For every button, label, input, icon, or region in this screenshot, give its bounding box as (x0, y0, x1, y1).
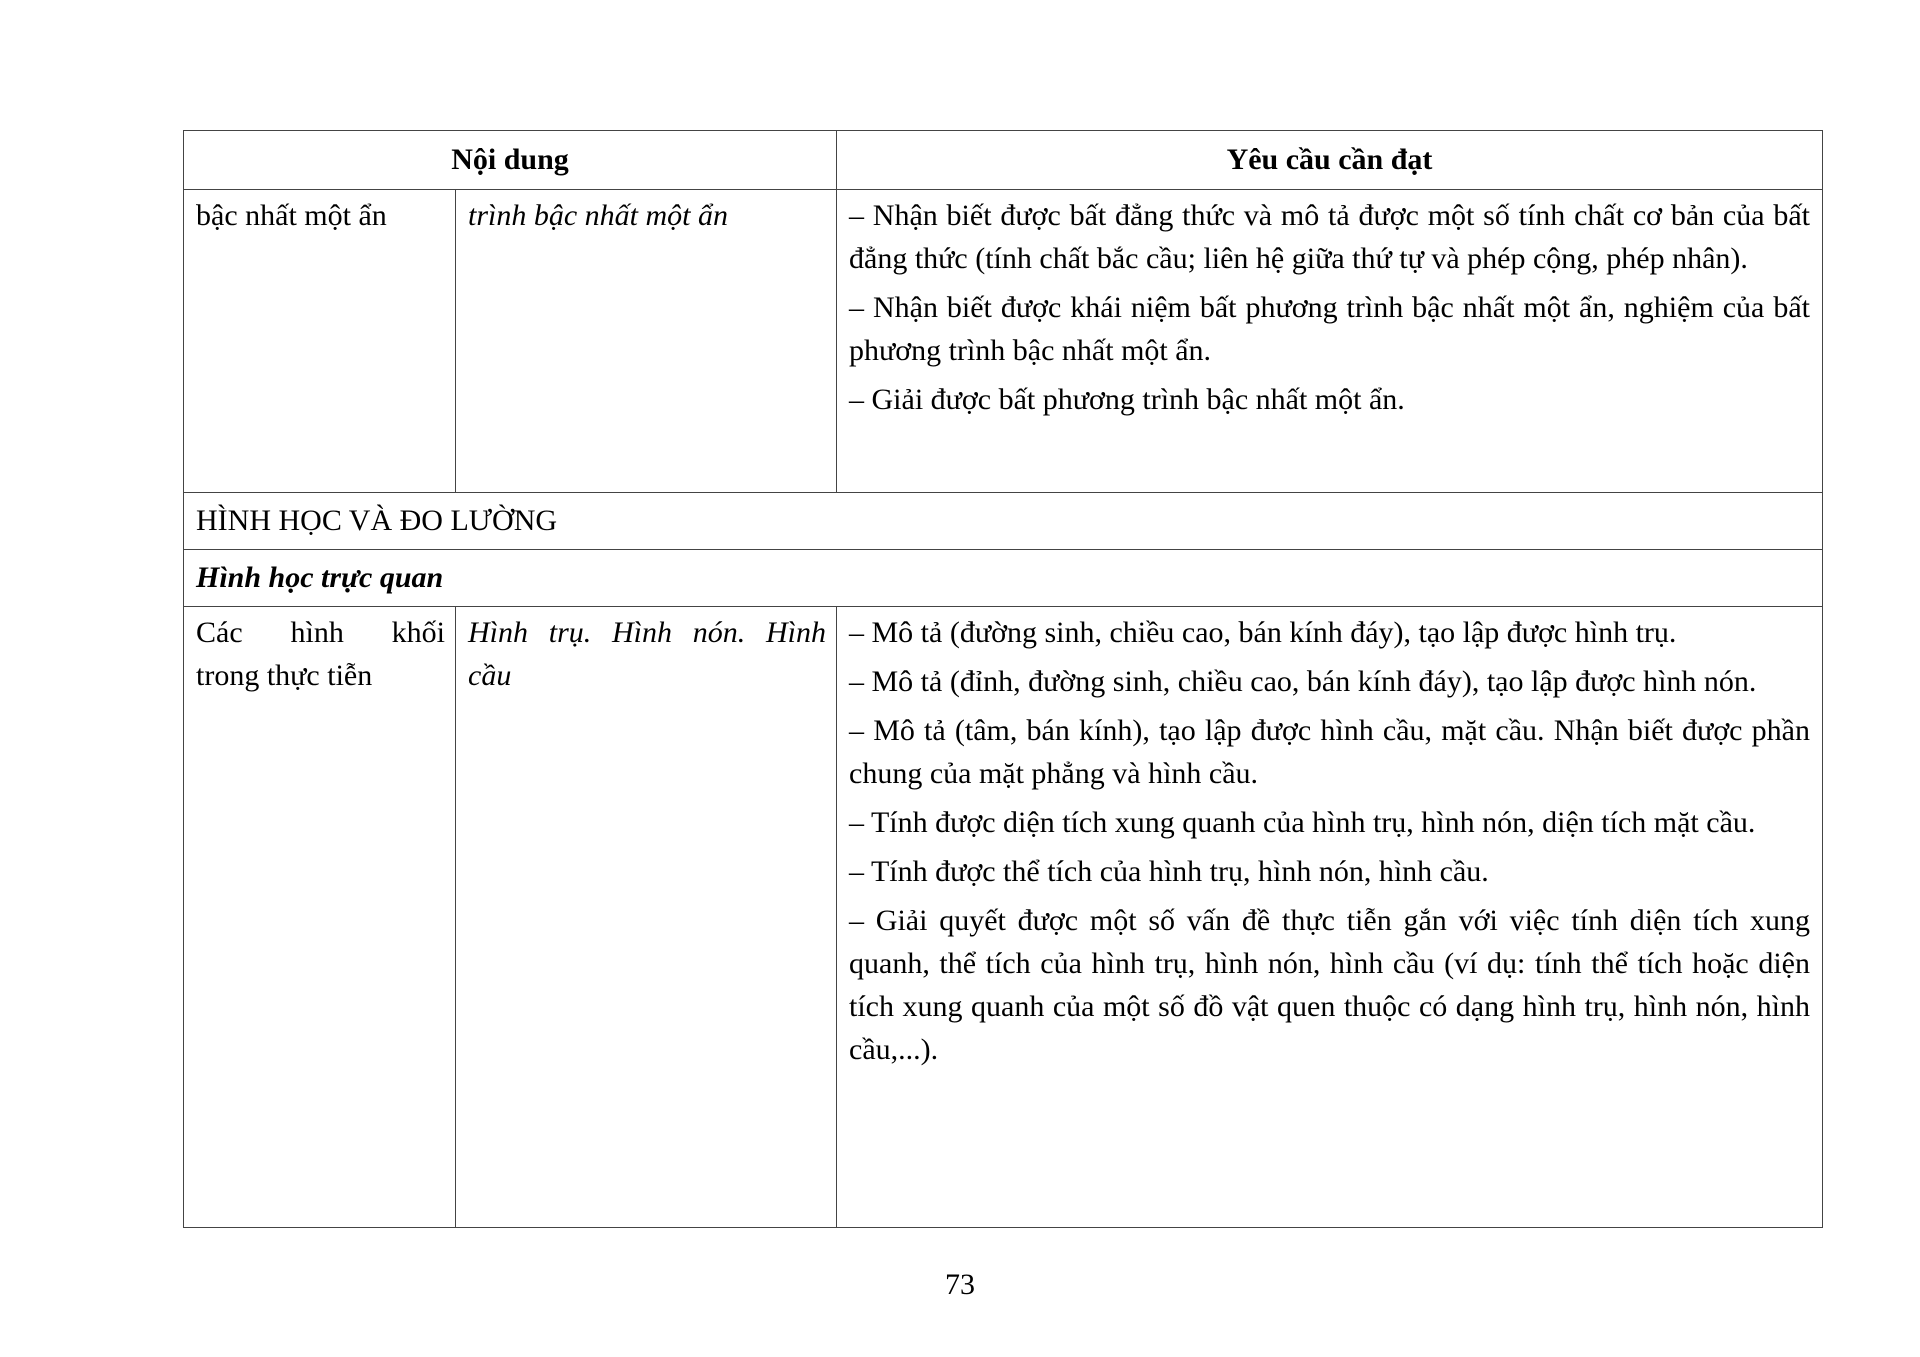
subtopic-line: Hình trụ. Hình nón. Hình (468, 616, 826, 649)
page-number: 73 (945, 1268, 975, 1301)
section-title: HÌNH HỌC VÀ ĐO LƯỜNG (184, 493, 1823, 550)
requirement-item: – Tính được thể tích của hình trụ, hình nón, hình cầu. (849, 855, 1489, 888)
subsection-row (184, 550, 1823, 607)
section-row (184, 493, 1823, 550)
header-requirement: Yêu cầu cần đạt (837, 131, 1823, 190)
requirement-item: – Nhận biết được bất đẳng thức và mô tả được một số tính chất cơ bản của bất đẳng thức (tính chất bắc cầu; liên hệ giữa thứ tự và phép cộng, phép nhân). (849, 199, 1810, 275)
requirement-cell (837, 607, 1823, 1228)
table-row (184, 190, 1823, 493)
topic-line: trong thực tiễn (196, 659, 373, 692)
requirement-cell (837, 190, 1823, 493)
topic-cell: bậc nhất một ẩn (184, 190, 456, 493)
subsection-title: Hình học trực quan (184, 550, 1823, 607)
topic-line: Các hình khối (196, 616, 445, 649)
curriculum-table (183, 130, 1823, 1228)
subtopic-cell: trình bậc nhất một ẩn (456, 190, 837, 493)
subtopic-cell (456, 607, 837, 1228)
requirement-item: – Giải quyết được một số vấn đề thực tiễn gắn với việc tính diện tích xung quanh, thể tích của hình trụ, hình nón, hình cầu (ví dụ: tính thể tích hoặc diện tích xung quanh của một số đồ vật quen thuộc có dạng hình trụ, hình nón, hình cầu,...). (849, 904, 1810, 1066)
requirement-item: – Nhận biết được khái niệm bất phương trình bậc nhất một ẩn, nghiệm của bất phương trình bậc nhất một ẩn. (849, 291, 1810, 367)
requirement-item: – Mô tả (đỉnh, đường sinh, chiều cao, bán kính đáy), tạo lập được hình nón. (849, 665, 1757, 698)
table-header-row (184, 131, 1823, 190)
header-content: Nội dung (184, 131, 837, 190)
subtopic-line: cầu (468, 659, 512, 692)
requirement-item: – Giải được bất phương trình bậc nhất một ẩn. (849, 383, 1405, 416)
topic-cell (184, 607, 456, 1228)
requirement-item: – Mô tả (đường sinh, chiều cao, bán kính đáy), tạo lập được hình trụ. (849, 616, 1677, 649)
requirement-item: – Tính được diện tích xung quanh của hình trụ, hình nón, diện tích mặt cầu. (849, 806, 1756, 839)
requirement-item: – Mô tả (tâm, bán kính), tạo lập được hình cầu, mặt cầu. Nhận biết được phần chung của mặt phẳng và hình cầu. (849, 714, 1810, 790)
table-row (184, 607, 1823, 1228)
